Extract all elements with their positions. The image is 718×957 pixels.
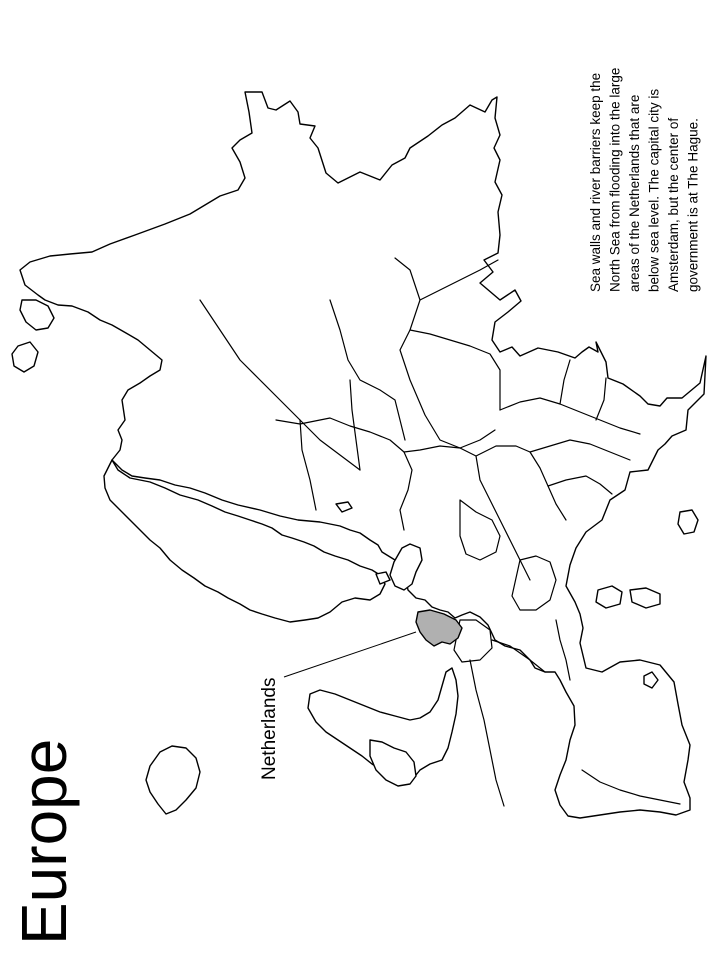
netherlands-leader-line	[284, 632, 416, 677]
note-line-2: North Sea from flooding into the large	[607, 67, 623, 292]
island-south-3	[678, 510, 698, 534]
note-line-4: below sea level. The capital city is	[646, 88, 662, 292]
note-line-3: areas of the Netherlands that are	[627, 94, 642, 292]
island-south-2	[630, 588, 660, 608]
note-line-1: Sea walls and river barriers keep the	[588, 72, 603, 292]
iceland-outline	[146, 746, 200, 814]
note-line-6: government is at The Hague.	[685, 118, 701, 292]
arctic-island-2	[12, 342, 38, 372]
arctic-island-1	[20, 300, 54, 330]
map-title: Europe	[8, 738, 80, 945]
island-south-1	[596, 586, 622, 608]
map-note	[588, 68, 701, 292]
netherlands-label: Netherlands	[259, 677, 280, 780]
note-line-5: Amsterdam, but the center of	[666, 117, 681, 292]
